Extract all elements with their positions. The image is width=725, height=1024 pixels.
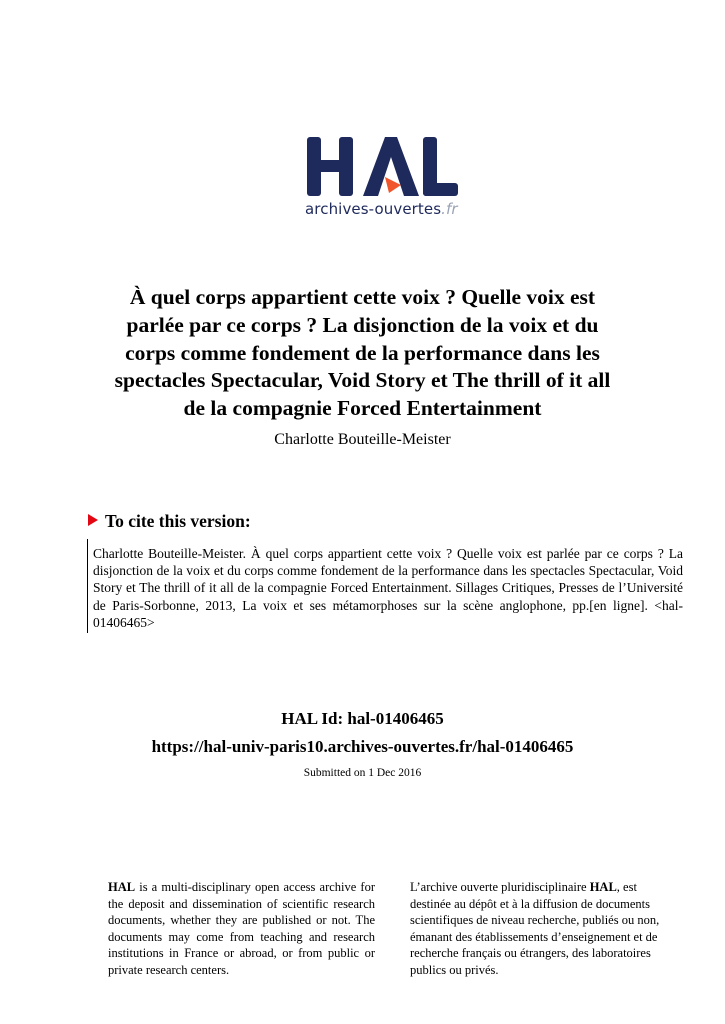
title-line: de la compagnie Forced Entertainment xyxy=(183,396,542,421)
hal-logo-mark xyxy=(303,133,463,201)
author-name: Charlotte Bouteille-Meister xyxy=(274,431,451,448)
footer-english: HAL is a multi-disciplinary open access archive for the deposit and dissemination of scientific research documents, whether they are published or not. The documents may come from teaching and research institutions in France or abroad, or from public or private research centers. xyxy=(108,880,375,977)
title-line: spectacles Spectacular, Void Story et The thrill of it all xyxy=(114,368,611,393)
submitted-date: Submitted on 1 Dec 2016 xyxy=(303,767,422,779)
footer-french: L’archive ouverte pluridisciplinaire HAL, est destinée au dépôt et à la diffusion de documents scientifiques de niveau recherche, publiés ou non, émanant des établissements d’enseignement et de recherche français ou étrangers, des laboratoires publics ou privés. xyxy=(410,880,660,977)
title-line: corps comme fondement de la performance dans les xyxy=(125,340,600,365)
triangle-bullet-icon xyxy=(88,514,98,526)
cite-heading: To cite this version: xyxy=(88,511,251,532)
hal-logo-subtitle: archives-ouvertes.fr xyxy=(305,200,458,218)
hal-id: HAL Id: hal-01406465 xyxy=(281,709,444,728)
title-line: À quel corps appartient cette voix ? Quelle voix est xyxy=(129,285,596,309)
citation-text: Charlotte Bouteille-Meister. À quel corps appartient cette voix ? Quelle voix est parlée par ce corps ? La disjonction de la voix et du corps comme fondement de la performance dans les spectacles Spectacular, Void Story et The thrill of it all de la compagnie Forced Entertainment. Sillages Critiques, Presses de l’Université de Paris-Sorbonne, 2013, La voix et ses métamorphoses sur la scène anglophone, pp.[en ligne]. <hal-01406465> xyxy=(93,546,683,630)
hal-url-link[interactable]: https://hal-univ-paris10.archives-ouvertes.fr/hal-01406465 xyxy=(151,737,574,756)
title-line: parlée par ce corps ? La disjonction de la voix et du xyxy=(126,312,599,337)
document-title xyxy=(60,284,665,423)
